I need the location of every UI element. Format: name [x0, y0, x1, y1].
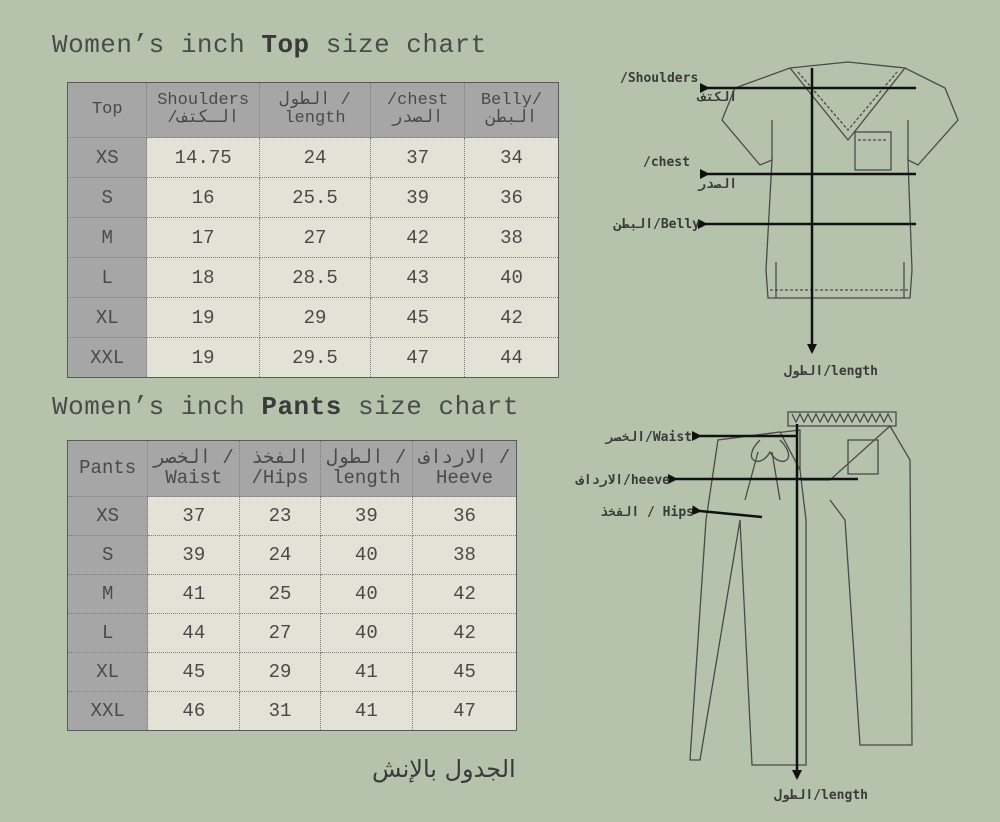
measurement-cell: 24 — [259, 138, 370, 178]
measurement-cell: 25 — [240, 575, 320, 614]
size-cell: XS — [68, 497, 148, 536]
measurement-cell: 43 — [371, 258, 465, 298]
measurement-cell: 37 — [148, 497, 240, 536]
chest-label-en: /chest — [643, 155, 690, 170]
size-cell: XXL — [68, 692, 148, 731]
measurement-cell: 14.75 — [147, 138, 259, 178]
header-line: /Hips — [251, 466, 309, 489]
measurement-cell: 25.5 — [259, 178, 370, 218]
measurement-cell: 19 — [147, 298, 259, 338]
measurement-cell: 19 — [147, 338, 259, 378]
hips-label: الفخذ / Hips — [600, 505, 694, 520]
header-line: Pants — [79, 456, 137, 479]
header-line: length — [332, 466, 401, 489]
size-cell: XL — [68, 653, 148, 692]
measurement-cell: 38 — [412, 536, 516, 575]
header-line: Belly/ — [480, 91, 543, 111]
header-line: /الـكتف — [167, 109, 239, 128]
header-line: الطول / — [326, 446, 407, 469]
size-cell: M — [68, 575, 148, 614]
measurement-cell: 40 — [320, 614, 412, 653]
top-chart-title: Women’s inch Top size chart — [52, 30, 487, 60]
measurement-cell: 40 — [320, 536, 412, 575]
measurement-cell: 16 — [147, 178, 259, 218]
measurement-cell: 29.5 — [259, 338, 370, 378]
header-line: Top — [91, 100, 123, 120]
measurement-cell: 27 — [259, 218, 370, 258]
measurement-cell: 24 — [240, 536, 320, 575]
measurement-cell: 47 — [371, 338, 465, 378]
size-cell: S — [68, 536, 148, 575]
shoulders-label-ar: الكتف — [698, 90, 738, 105]
size-cell: M — [68, 218, 147, 258]
header-line: Shoulders — [157, 91, 250, 111]
size-cell: L — [68, 258, 147, 298]
measurement-cell: 17 — [147, 218, 259, 258]
size-cell: XXL — [68, 338, 147, 378]
pants-chart-title: Women’s inch Pants size chart — [52, 392, 519, 422]
measurement-cell: 37 — [371, 138, 465, 178]
chest-label-ar: الصدر — [698, 177, 738, 192]
header-line: الخصر / — [153, 446, 234, 469]
footer-note: الجدول بالإنش — [372, 755, 516, 783]
measurement-cell: 40 — [320, 575, 412, 614]
header-line: Heeve — [435, 466, 493, 489]
measurement-cell: 27 — [240, 614, 320, 653]
measurement-cell: 39 — [148, 536, 240, 575]
measurement-cell: 36 — [465, 178, 559, 218]
measurement-cell: 45 — [412, 653, 516, 692]
header-line: /chest — [386, 91, 449, 111]
measurement-cell: 40 — [465, 258, 559, 298]
header-line: الفخذ — [251, 446, 309, 469]
measurement-cell: 39 — [320, 497, 412, 536]
header-line: length — [284, 109, 346, 128]
top-length-label: الطول/length — [784, 364, 878, 379]
measurement-cell: 31 — [240, 692, 320, 731]
measurement-cell: 39 — [371, 178, 465, 218]
measurement-cell: 28.5 — [259, 258, 370, 298]
measurement-cell: 44 — [148, 614, 240, 653]
measurement-cell: 42 — [465, 298, 559, 338]
header-line: الصدر — [392, 109, 444, 128]
heeve-label: الارداف/heeve — [576, 473, 670, 488]
measurement-cell: 42 — [412, 575, 516, 614]
measurement-cell: 44 — [465, 338, 559, 378]
size-cell: L — [68, 614, 148, 653]
measurement-cell: 36 — [412, 497, 516, 536]
measurement-cell: 23 — [240, 497, 320, 536]
shoulders-label-en: /Shoulders — [620, 71, 699, 86]
measurement-cell: 29 — [240, 653, 320, 692]
measurement-cell: 18 — [147, 258, 259, 298]
header-line: Waist — [165, 466, 223, 489]
measurement-cell: 41 — [148, 575, 240, 614]
header-line: البطن — [485, 109, 538, 128]
measurement-cell: 45 — [148, 653, 240, 692]
measurement-cell: 45 — [371, 298, 465, 338]
measurement-cell: 47 — [412, 692, 516, 731]
measurement-cell: 38 — [465, 218, 559, 258]
pants-length-label: الطول/length — [774, 788, 868, 803]
measurement-cell: 34 — [465, 138, 559, 178]
header-line: الطول / — [279, 91, 351, 111]
belly-label: البطن/Belly — [613, 217, 700, 232]
waist-label: الخصر/Waist — [605, 430, 692, 445]
measurement-cell: 29 — [259, 298, 370, 338]
measurement-cell: 41 — [320, 653, 412, 692]
header-line: الارداف / — [418, 446, 511, 469]
measurement-cell: 42 — [371, 218, 465, 258]
scrub-pants-illustration — [690, 412, 912, 765]
size-cell: XL — [68, 298, 147, 338]
measurement-cell: 41 — [320, 692, 412, 731]
measurement-cell: 42 — [412, 614, 516, 653]
measurement-cell: 46 — [148, 692, 240, 731]
size-cell: S — [68, 178, 147, 218]
size-cell: XS — [68, 138, 147, 178]
scrub-top-illustration — [722, 62, 958, 298]
